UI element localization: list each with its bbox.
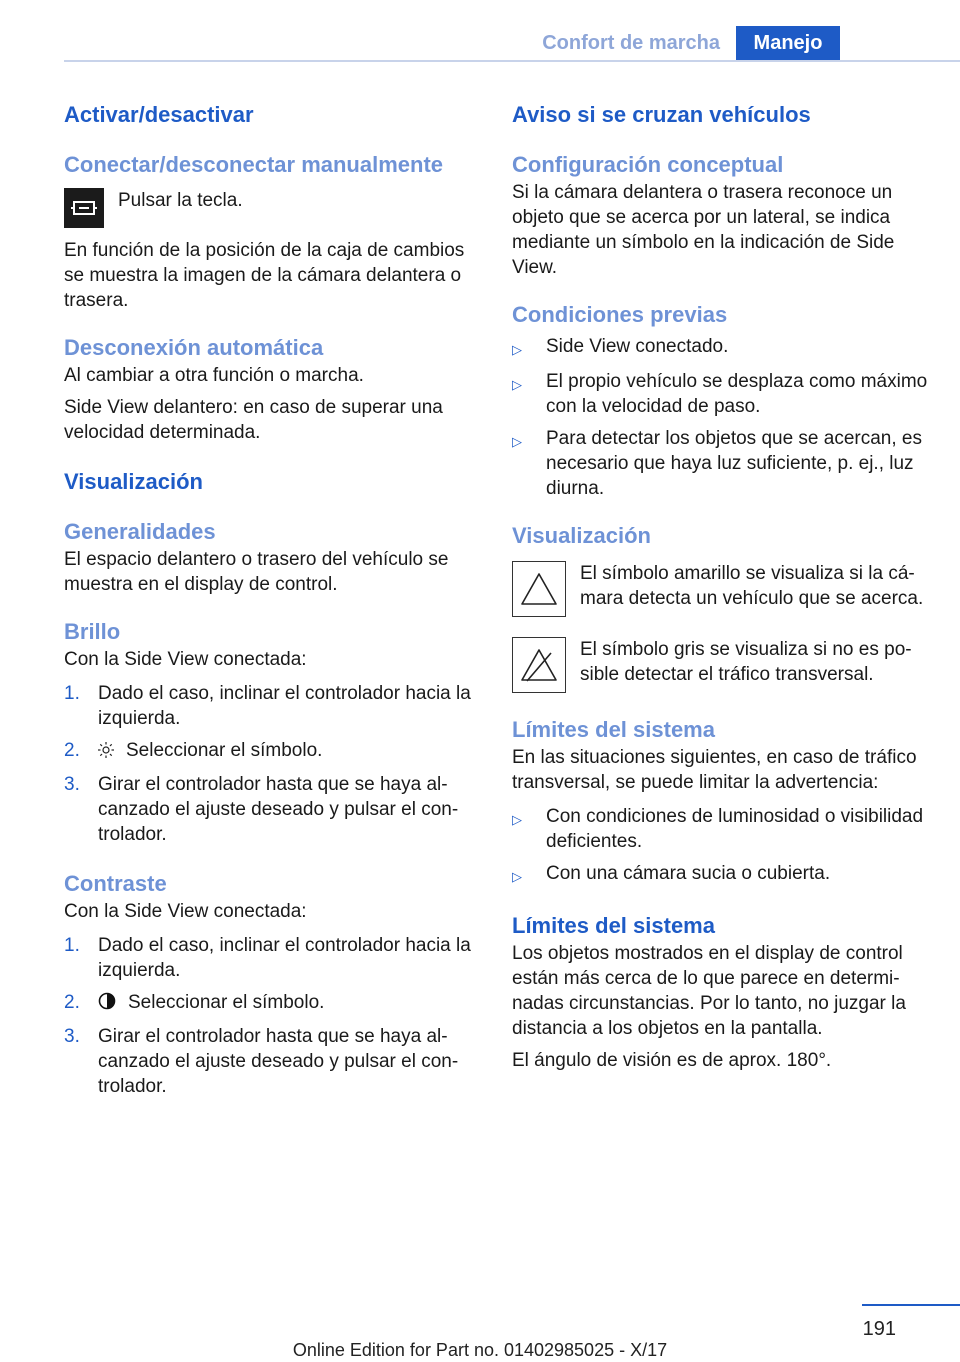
sideview-paragraph: Side View delantero: en caso de superar una velocidad determinada. <box>64 397 443 443</box>
pulsar-text: Pulsar la tecla. <box>118 190 243 211</box>
edition-footer: Online Edition for Part no. 01402985025 - X/17 <box>292 1340 668 1360</box>
heading-limites-2: Límites del sistema <box>512 913 715 938</box>
list-item: ▷ Con una cámara sucia o cubierta. <box>512 861 930 889</box>
footer-divider <box>862 1304 960 1306</box>
bullet-triangle-icon: ▷ <box>512 869 522 884</box>
header-tabs <box>528 26 840 60</box>
contraste-intro: Con la Side View conectada: <box>64 901 307 922</box>
brightness-icon <box>98 740 114 765</box>
page-number: 191 <box>862 1318 896 1340</box>
espacio-paragraph: El espacio delantero o trasero del vehículo se muestra en el display de control. <box>64 549 449 595</box>
contraste-steps <box>64 933 482 1099</box>
heading-generalidades: Generalidades <box>64 519 216 544</box>
list-item: 2. Seleccionar el símbolo. <box>64 990 482 1017</box>
bullet-triangle-icon: ▷ <box>512 812 522 827</box>
amarillo-paragraph: El símbolo amarillo se visualiza si la cámara detecta un vehículo que se acerca. <box>580 563 924 609</box>
heading-brillo: Brillo <box>64 619 121 644</box>
tab-manejo[interactable]: Manejo <box>736 26 840 60</box>
config-paragraph: Si la cámara delantera o trasera reconoce un objeto que se acerca por un lateral, se indica mediante un símbolo en la indicación de Side View. <box>512 182 895 278</box>
button-instruction <box>64 188 482 228</box>
brillo-intro: Con la Side View conectada: <box>64 649 307 670</box>
heading-activar-desactivar: Activar/desactivar <box>64 102 254 127</box>
bullet-triangle-icon: ▷ <box>512 342 522 357</box>
warning-triangle-crossed-icon <box>512 637 566 693</box>
limites-list <box>512 804 930 889</box>
header-divider <box>64 60 960 62</box>
limites-paragraph: En las situaciones siguientes, en caso de tráfico transversal, se puede limitar la advertencia: <box>512 747 917 793</box>
heading-visualizacion-aviso: Visualización <box>512 523 651 548</box>
bullet-triangle-icon: ▷ <box>512 377 522 392</box>
objetos-paragraph: Los objetos mostrados en el display de control están más cerca de lo que parece en determinadas circunstancias. Por lo tanto, no juzgar la distancia a los objetos en la pantalla. <box>512 943 906 1039</box>
list-item: ▷ Para detectar los objetos que se acercan, es necesario que haya luz suficiente, p. ej., luz diurna. <box>512 428 923 499</box>
gris-paragraph: El símbolo gris se visualiza si no es posible detectar el tráfico transversal. <box>580 639 912 685</box>
heading-contraste: Contraste <box>64 871 167 896</box>
heading-condiciones: Condiciones previas <box>512 302 728 327</box>
funcion-paragraph: En función de la posición de la caja de cambios se muestra la imagen de la cámara delantera o trasera. <box>64 240 465 311</box>
condiciones-list <box>512 334 930 501</box>
list-item: ▷ Side View conectado. <box>512 334 930 362</box>
bullet-triangle-icon: ▷ <box>512 434 522 449</box>
list-item: 1. Dado el caso, inclinar el controlador hacia la izquierda. <box>64 935 471 981</box>
tab-confort-de-marcha[interactable]: Confort de marcha <box>542 31 720 54</box>
heading-conectar-manualmente: Conectar/desconectar manualmente <box>64 152 444 177</box>
heading-configuracion: Configuración conceptual <box>512 152 784 177</box>
list-item: 2. Seleccionar el símbolo. <box>64 738 482 765</box>
angulo-paragraph: El ángulo de visión es de aprox. 180°. <box>512 1050 832 1071</box>
symbol-gray-row <box>512 637 930 693</box>
heading-aviso-cruce: Aviso si se cruzan vehículos <box>512 102 811 127</box>
list-item: 3. Girar el controlador hasta que se haya alcanzado el ajuste deseado y pulsar el controlador. <box>64 774 459 845</box>
warning-triangle-icon <box>512 561 566 617</box>
list-item: 3. Girar el controlador hasta que se haya alcanzado el ajuste deseado y pulsar el controlador. <box>64 1026 459 1097</box>
symbol-yellow-row <box>512 561 930 617</box>
brillo-steps <box>64 681 482 847</box>
list-item: ▷ Con condiciones de luminosidad o visibilidad deficientes. <box>512 806 924 852</box>
camera-button-icon <box>64 188 104 228</box>
heading-visualizacion: Visualización <box>64 469 203 494</box>
cambiar-paragraph: Al cambiar a otra función o marcha. <box>64 365 364 386</box>
right-column <box>512 100 930 1073</box>
heading-limites-1: Límites del sistema <box>512 717 715 742</box>
left-column <box>64 100 482 1099</box>
heading-desconexion: Desconexión automática <box>64 335 324 360</box>
list-item: ▷ El propio vehículo se desplaza como máximo con la velocidad de paso. <box>512 371 928 417</box>
list-item: 1. Dado el caso, inclinar el controlador hacia la izquierda. <box>64 683 471 729</box>
contrast-icon <box>98 992 116 1017</box>
